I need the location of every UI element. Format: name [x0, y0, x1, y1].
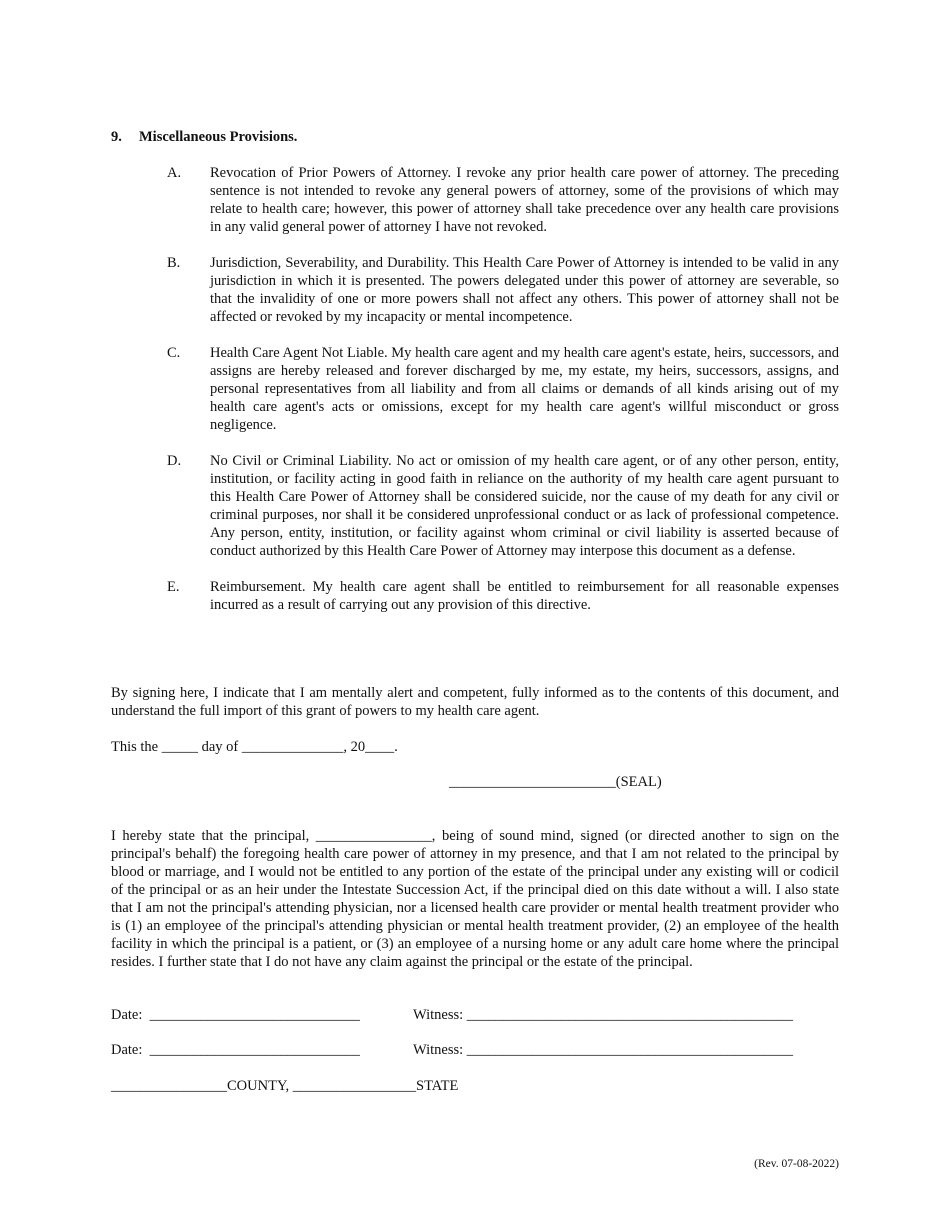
- signing-statement: By signing here, I indicate that I am mentally alert and competent, fully informed as to the contents of this document, and understand the full import of this grant of powers to my health care agent.: [111, 685, 839, 719]
- provision-letter: E.: [167, 579, 180, 595]
- witness-date-line[interactable]: Date: _____________________________: [111, 1042, 360, 1058]
- provision-text: Health Care Agent Not Liable. My health care agent and my health care agent's estate, heirs, successors, and assigns are hereby released and forever discharged by me, my estate, my heirs, successors, assigns, and personal representatives from all liability and from all claims or demands of all kinds arising out of my health care agent's acts or omissions, except for my health care agent's willful misconduct or gross negligence.: [210, 345, 839, 433]
- witness-date-line[interactable]: Date: _____________________________: [111, 1007, 360, 1023]
- county-state-line[interactable]: ________________COUNTY, _________________STATE: [111, 1078, 459, 1094]
- section-number: 9.: [111, 129, 122, 145]
- provision-text: Revocation of Prior Powers of Attorney. I revoke any prior health care power of attorney. The preceding sentence is not intended to revoke any general powers of attorney, some of the provisions of which may relate to health care; however, this power of attorney shall take precedence over any health care provisions in any valid general power of attorney I have not revoked.: [210, 165, 839, 235]
- witness-statement: I hereby state that the principal, ________________, being of sound mind, signed (or directed another to sign on the principal's behalf) the foregoing health care power of attorney in my presence, and that I am not related to the principal by blood or marriage, and I would not be entitled to any portion of the estate of the principal under any existing will or codicil of the principal or as an heir under the Intestate Succession Act, if the principal died on this date without a will. I also state that I am not the principal's attending physician, nor a licensed health care provider or mental health treatment provider who is (1) an employee of the principal's attending physician or mental health treatment provider, (2) an employee of the health facility in which the principal is a patient, or (3) an employee of a nursing home or any adult care home where the principal resides. I further state that I do not have any claim against the principal or the estate of the principal.: [111, 828, 839, 970]
- provision-item: [167, 164, 839, 236]
- revision-note: (Rev. 07-08-2022): [754, 1158, 839, 1170]
- seal-signature-line[interactable]: _______________________(SEAL): [449, 774, 662, 790]
- provision-item: [167, 452, 839, 560]
- witness-signature-line[interactable]: Witness: _____________________________________________: [413, 1007, 794, 1023]
- provision-letter: C.: [167, 345, 181, 361]
- provisions-list: [167, 164, 839, 632]
- provision-item: [167, 578, 839, 614]
- provision-letter: D.: [167, 453, 182, 469]
- section-title: Miscellaneous Provisions.: [139, 129, 298, 145]
- date-line[interactable]: This the _____ day of ______________, 20____.: [111, 739, 398, 755]
- provision-letter: B.: [167, 255, 181, 271]
- provision-text: No Civil or Criminal Liability. No act or omission of my health care agent, or of any other person, entity, institution, or facility acting in good faith in reliance on the authority of my health care agent pursuant to this Health Care Power of Attorney shall be considered suicide, nor the cause of my death for any civil or criminal purposes, nor shall it be considered unprofessional conduct or as lack of professional competence. Any person, entity, institution, or facility against whom criminal or civil liability is asserted because of conduct authorized by this Health Care Power of Attorney may interpose this document as a defense.: [210, 453, 839, 559]
- provision-item: [167, 344, 839, 434]
- provision-item: [167, 254, 839, 326]
- section-heading: [111, 129, 297, 146]
- provision-text: Jurisdiction, Severability, and Durability. This Health Care Power of Attorney is intended to be valid in any jurisdiction in which it is presented. The powers delegated under this power of attorney are severable, so that the invalidity of one or more powers shall not affect any others. This power of attorney shall not be affected or revoked by my incapacity or mental incompetence.: [210, 255, 839, 325]
- provision-text: Reimbursement. My health care agent shall be entitled to reimbursement for all reasonable expenses incurred as a result of carrying out any provision of this directive.: [210, 579, 839, 613]
- witness-signature-line[interactable]: Witness: _____________________________________________: [413, 1042, 794, 1058]
- provision-letter: A.: [167, 165, 182, 181]
